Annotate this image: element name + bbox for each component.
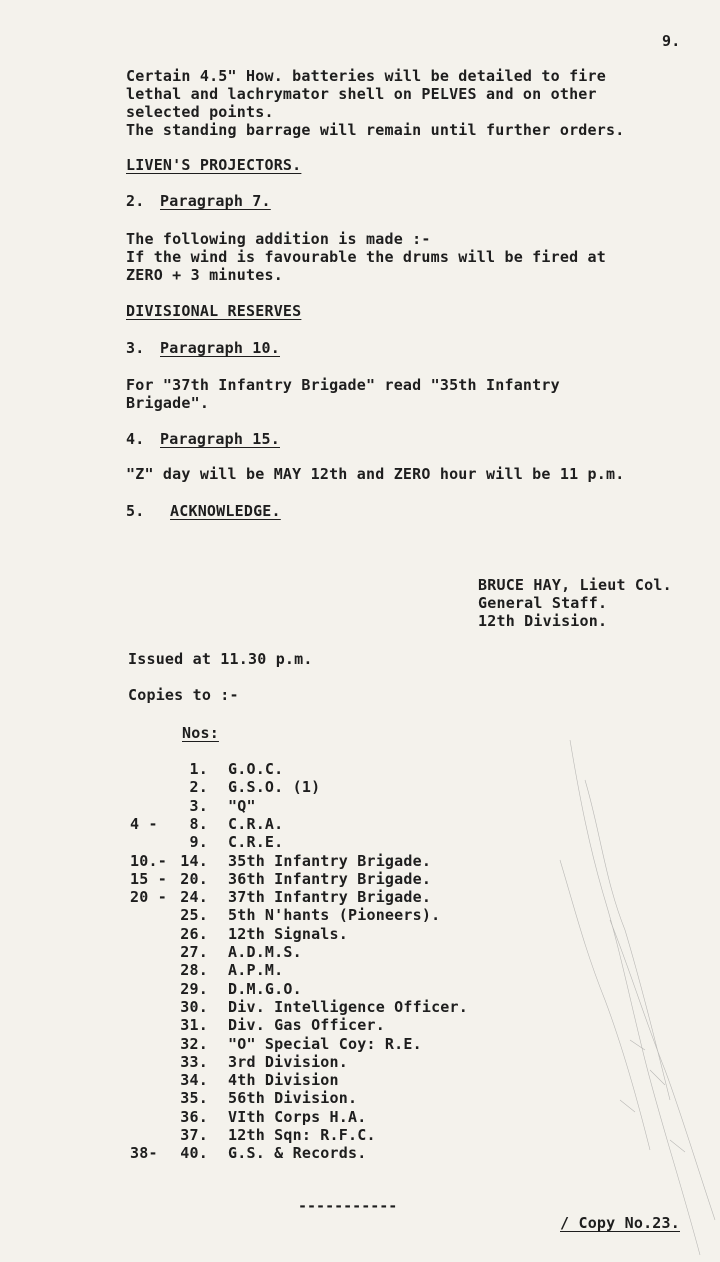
distribution-number: 3.: [189, 797, 208, 815]
distribution-number: 35.: [180, 1089, 208, 1107]
distribution-number: 2.: [189, 778, 208, 796]
distribution-number: 29.: [180, 980, 208, 998]
distribution-recipient: 56th Division.: [228, 1089, 358, 1107]
distribution-number: 28.: [180, 961, 208, 979]
distribution-number: 37.: [180, 1126, 208, 1144]
distribution-recipient: G.S.O. (1): [228, 778, 321, 796]
distribution-recipient: VIth Corps H.A.: [228, 1108, 367, 1126]
distribution-number: 25.: [180, 906, 208, 924]
distribution-recipient: 37th Infantry Brigade.: [228, 888, 432, 906]
distribution-number: 32.: [180, 1035, 208, 1053]
para-artillery-line-1: Certain 4.5" How. batteries will be detailed to fire: [126, 67, 606, 85]
distribution-number: 27.: [180, 943, 208, 961]
distribution-recipient: C.R.E.: [228, 833, 284, 851]
signature-name: BRUCE HAY, Lieut Col.: [478, 576, 672, 594]
distribution-number: 14.: [180, 852, 208, 870]
item-2-text-line-2: If the wind is favourable the drums will be fired at: [126, 248, 606, 266]
distribution-recipient: Div. Intelligence Officer.: [228, 998, 468, 1016]
heading-livens-projectors: LIVEN'S PROJECTORS.: [126, 156, 302, 174]
para-artillery-line-3: selected points.: [126, 103, 274, 121]
item-2-text-line-1: The following addition is made :-: [126, 230, 431, 248]
item-2-title: Paragraph 7.: [160, 192, 271, 210]
item-5-number: 5.: [126, 502, 145, 520]
distribution-recipient: 35th Infantry Brigade.: [228, 852, 432, 870]
item-4-number: 4.: [126, 430, 145, 448]
distribution-recipient: "Q": [228, 797, 256, 815]
distribution-number: 33.: [180, 1053, 208, 1071]
distribution-number: 9.: [189, 833, 208, 851]
item-3-text-line-2: Brigade".: [126, 394, 210, 412]
item-3-number: 3.: [126, 339, 145, 357]
distribution-number: 8.: [189, 815, 208, 833]
distribution-range: 4 -: [130, 815, 158, 833]
page-number: 9.: [662, 32, 681, 50]
distribution-recipient: 5th N'hants (Pioneers).: [228, 906, 441, 924]
distribution-range: 10.-: [130, 852, 167, 870]
distribution-recipient: 12th Sqn: R.F.C.: [228, 1126, 376, 1144]
distribution-recipient: 4th Division: [228, 1071, 339, 1089]
item-3-text-line-1: For "37th Infantry Brigade" read "35th Infantry: [126, 376, 560, 394]
item-3-title: Paragraph 10.: [160, 339, 280, 357]
distribution-recipient: G.S. & Records.: [228, 1144, 367, 1162]
distribution-recipient: A.P.M.: [228, 961, 284, 979]
distribution-recipient: G.O.C.: [228, 760, 284, 778]
distribution-number: 30.: [180, 998, 208, 1016]
distribution-range: 20 -: [130, 888, 167, 906]
issued-time: Issued at 11.30 p.m.: [128, 650, 313, 668]
separator-line: -----------: [298, 1197, 398, 1215]
para-artillery-line-4: The standing barrage will remain until further orders.: [126, 121, 625, 139]
distribution-range: 38-: [130, 1144, 158, 1162]
signature-division: 12th Division.: [478, 612, 608, 630]
signature-staff: General Staff.: [478, 594, 608, 612]
distribution-number: 36.: [180, 1108, 208, 1126]
copy-number: / Copy No.23.: [560, 1214, 680, 1232]
para-artillery-line-2: lethal and lachrymator shell on PELVES and on other: [126, 85, 597, 103]
distribution-recipient: C.R.A.: [228, 815, 284, 833]
distribution-number: 31.: [180, 1016, 208, 1034]
distribution-recipient: 3rd Division.: [228, 1053, 348, 1071]
distribution-number: 34.: [180, 1071, 208, 1089]
distribution-range: 15 -: [130, 870, 167, 888]
item-2-number: 2.: [126, 192, 145, 210]
item-2-text-line-3: ZERO + 3 minutes.: [126, 266, 283, 284]
heading-divisional-reserves: DIVISIONAL RESERVES: [126, 302, 302, 320]
distribution-number: 24.: [180, 888, 208, 906]
distribution-recipient: 12th Signals.: [228, 925, 348, 943]
distribution-recipient: "O" Special Coy: R.E.: [228, 1035, 422, 1053]
distribution-recipient: D.M.G.O.: [228, 980, 302, 998]
distribution-number: 1.: [189, 760, 208, 778]
copies-to-label: Copies to :-: [128, 686, 239, 704]
nos-heading: Nos:: [182, 724, 219, 742]
item-4-text: "Z" day will be MAY 12th and ZERO hour will be 11 p.m.: [126, 465, 625, 483]
distribution-recipient: A.D.M.S.: [228, 943, 302, 961]
distribution-recipient: Div. Gas Officer.: [228, 1016, 385, 1034]
distribution-number: 20.: [180, 870, 208, 888]
distribution-number: 26.: [180, 925, 208, 943]
distribution-recipient: 36th Infantry Brigade.: [228, 870, 432, 888]
distribution-number: 40.: [180, 1144, 208, 1162]
item-4-title: Paragraph 15.: [160, 430, 280, 448]
paper-crease-marks: [550, 740, 720, 1260]
item-5-title: ACKNOWLEDGE.: [170, 502, 281, 520]
